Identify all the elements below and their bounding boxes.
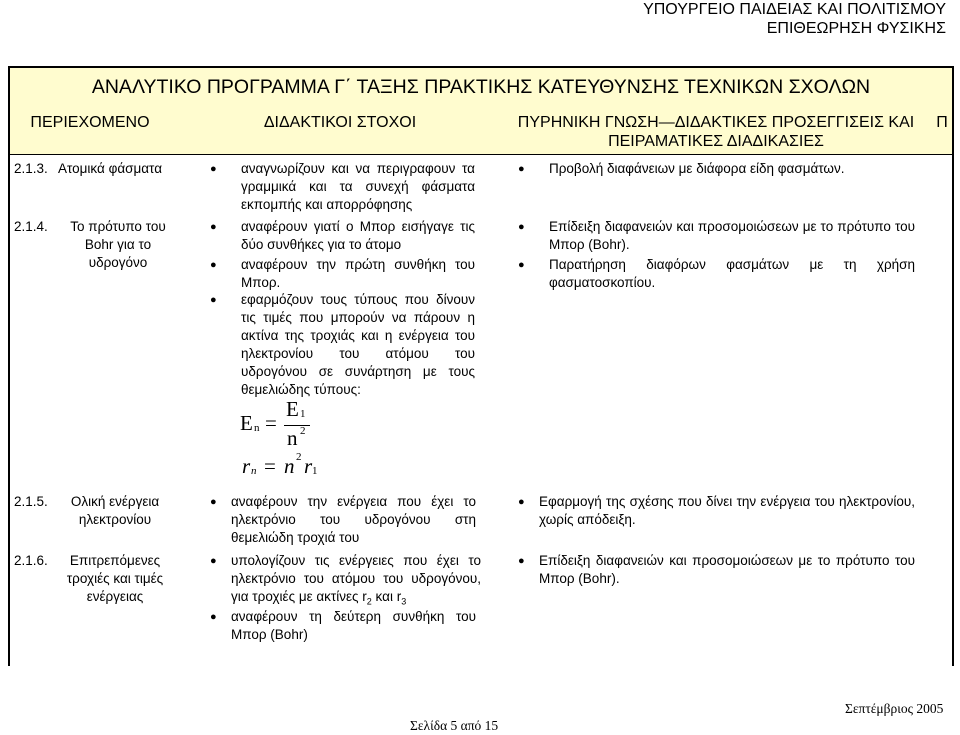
bullet-icon: ● — [518, 163, 525, 175]
bullet-icon: ● — [518, 259, 525, 271]
row-content-line: υδρογόνο — [88, 255, 148, 270]
column-header-approaches-line2: ΠΕΙΡΑΜΑΤΙΚΕΣ ΔΙΑΔΙΚΑΣΙΕΣ — [608, 133, 824, 150]
row-content-line: ενέργειας — [86, 589, 144, 604]
row-number: 2.1.5. — [14, 494, 48, 509]
column-header-last: Π — [936, 114, 948, 131]
table-header — [8, 66, 954, 155]
row-content-line: τροχιές και τιμές — [66, 571, 164, 586]
objective-item: εφαρμόζουν τους τύπους που δίνουν τις τιμές που μπορούν να πάρουν η ακτίνα της τροχιάς και η ενέργεια του ηλεκτρονίου του ατόμου του υδρογόνου σε συνάρτηση με τους θεμελιώδης τύπους: — [241, 292, 475, 397]
row-content-line: Ολική ενέργεια — [70, 494, 160, 509]
row-content: Ατομικά φάσματα — [58, 161, 162, 176]
department-name: ΕΠΙΘΕΩΡΗΣΗ ΦΥΣΙΚΗΣ — [766, 20, 946, 37]
row-content — [50, 552, 180, 606]
table-left-border — [8, 66, 10, 666]
bullet-icon: ● — [518, 555, 525, 567]
row-content-line: Επιτρεπόμενες — [69, 553, 161, 568]
row-number: 2.1.3. — [14, 161, 48, 176]
column-header-approaches-line1: ΠΥΡΗΝΙΚΗ ΓΝΩΣΗ—ΔΙΔΑΚΤΙΚΕΣ ΠΡΟΣΕΓΓΙΣΕΙΣ ΚΑΙ — [517, 114, 915, 131]
approach-item: Επίδειξη διαφανειών και προσομοιώσεων με το πρότυπο του Μπορ (Bohr). — [539, 553, 915, 586]
row-content-line: ηλεκτρονίου — [78, 512, 152, 527]
objective-item: αναφέρουν την ενέργεια που έχει το ηλεκτρόνιο του υδρογόνου στη θεμελιώδη τροχιά του — [231, 494, 476, 545]
bullet-icon: ● — [210, 611, 217, 623]
bullet-icon: ● — [210, 496, 217, 508]
bullet-icon: ● — [210, 163, 217, 175]
row-content — [50, 493, 180, 529]
footer-date: Σεπτέμβριος 2005 — [845, 701, 944, 716]
formula-radius: r n = n 2 r 1 — [242, 451, 318, 478]
bullet-icon: ● — [518, 221, 525, 233]
bullet-icon: ● — [210, 294, 217, 306]
approach-item: Προβολή διαφάνειων με διάφορα είδη φασμάτων. — [549, 161, 845, 176]
bullet-icon: ● — [210, 259, 217, 271]
objective-item: αναφέρουν την πρώτη συνθήκη του Μπορ. — [241, 257, 475, 290]
ministry-name: ΥΠΟΥΡΓΕΙΟ ΠΑΙΔΕΙΑΣ ΚΑΙ ΠΟΛΙΤΙΣΜΟΥ — [643, 1, 946, 18]
formula-energy: E n = E 1 n 2 — [240, 398, 320, 452]
bullet-icon: ● — [210, 555, 217, 567]
approach-item: Επίδειξη διαφανειών και προσομοιώσεων με το πρότυπο του Μπορ (Bohr). — [549, 219, 915, 252]
column-header-objectives: ΔΙΔΑΚΤΙΚΟΙ ΣΤΟΧΟΙ — [263, 114, 417, 131]
table-right-border — [952, 66, 954, 666]
row-content — [58, 218, 178, 272]
row-content-line: Το πρότυπο του — [70, 219, 166, 234]
objective-item: υπολογίζουν τις ενέργειες που έχει το ηλεκτρόνιο του ατόμου του υδρογόνου, για τροχιές με ακτίνες $r_2$ και $r_3$ — [231, 553, 481, 607]
row-content-line: Bohr για το — [84, 237, 152, 252]
objective-item: αναφέρουν τη δεύτερη συνθήκη του Μπορ (Bohr) — [231, 609, 476, 642]
approach-item: Παρατήρηση διαφόρων φασμάτων με τη χρήση φασματοσκοπίου. — [549, 257, 915, 290]
table-title: ΑΝΑΛΥΤΙΚΟ ΠΡΟΓΡΑΜΜΑ Γ΄ ΤΑΞΗΣ ΠΡΑΚΤΙΚΗΣ ΚΑΤΕΥΘΥΝΣΗΣ ΤΕΧΝΙΚΩΝ ΣΧΟΛΩΝ — [91, 76, 871, 98]
objective-item: αναφέρουν γιατί ο Μπορ εισήγαγε τις δύο συνθήκες για το άτομο — [241, 219, 475, 252]
approach-item: Εφαρμογή της σχέσης που δίνει την ενέργεια του ηλεκτρονίου, χωρίς απόδειξη. — [539, 494, 915, 527]
row-number: 2.1.4. — [14, 219, 48, 234]
column-header-content: ΠΕΡΙΕΧΟΜΕΝΟ — [30, 114, 150, 131]
page-number: Σελίδα 5 από 15 — [410, 718, 499, 733]
bullet-icon: ● — [518, 496, 525, 508]
bullet-icon: ● — [210, 221, 217, 233]
objective-item: αναγνωρίζουν και να περιγραφουν τα γραμμικά και τα συνεχή φάσματα εκπομπής και απορρόφησης — [241, 161, 475, 212]
row-number: 2.1.6. — [14, 553, 48, 568]
